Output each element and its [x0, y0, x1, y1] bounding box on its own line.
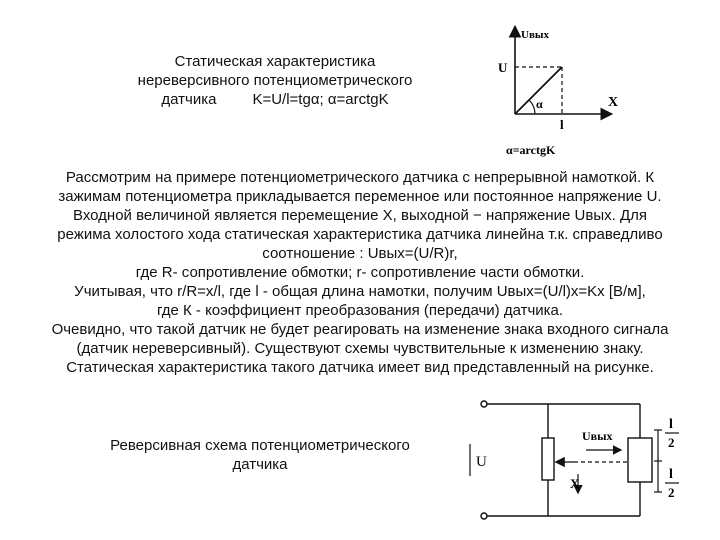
body-line: Учитывая, что r/R=x/l, где l - общая длина намотки, получим Uвых=(U/l)x=Kx [В/м], — [74, 283, 646, 300]
reversible-circuit-diagram — [462, 392, 702, 532]
source-label: U — [476, 454, 487, 470]
l-value-label: l — [560, 117, 564, 132]
angle-arc — [529, 100, 535, 114]
reversible-title-line-2: датчика — [232, 456, 288, 473]
body-line: где К - коэффициент преобразования (передачи) датчика. — [156, 302, 564, 319]
body-line: (датчик нереверсивный). Существуют схемы чувствительные к изменению знаку. — [76, 340, 644, 357]
body-line: режима холостого хода статическая характеристика датчика линейна т.к. справедливо — [57, 226, 663, 243]
body-line: зажимам потенциометра прикладывается переменное или постоянное напряжение U. — [58, 188, 662, 205]
body-line: соотношение : Uвых=(U/R)r, — [262, 245, 458, 262]
body-line: Статическая характеристика такого датчика имеет вид представленный на рисунке. — [66, 359, 654, 376]
output-label: Uвых — [582, 429, 613, 443]
title-line-3-word: датчика — [161, 91, 217, 108]
title-line-2: нереверсивного потенциометрического — [137, 72, 413, 89]
description-text — [14, 168, 706, 377]
title-line-3 — [110, 90, 440, 109]
static-characteristic-graph — [490, 22, 650, 162]
u-value-label: U — [498, 60, 508, 75]
half-top-numerator: l — [669, 417, 673, 432]
reversible-title-line-1: Реверсивная схема потенциометрического — [110, 437, 410, 454]
angle-label: α — [536, 97, 543, 111]
title-line-1: Статическая характеристика — [174, 53, 376, 70]
x-axis-label: X — [608, 95, 619, 110]
half-bottom-denominator: 2 — [668, 485, 675, 500]
body-line: Очевидно, что такой датчик не будет реагировать на изменение знака входного сигнала — [51, 321, 669, 338]
y-axis-label: Uвых — [521, 29, 549, 41]
terminal-bottom — [481, 513, 487, 519]
body-line: Рассмотрим на примере потенциометрического датчика с непрерывной намоткой. К — [65, 169, 655, 186]
title-formula: K=U/l=tgα; α=arctgK — [252, 91, 389, 108]
slide-title — [110, 52, 440, 109]
x-label: X — [570, 476, 580, 491]
terminal-top — [481, 401, 487, 407]
half-top-denominator: 2 — [668, 435, 675, 450]
half-bottom-numerator: l — [669, 467, 673, 482]
potentiometer-1 — [542, 438, 554, 480]
potentiometer-2 — [628, 438, 652, 482]
reversible-scheme-title — [90, 436, 430, 474]
body-line: Входной величиной является перемещение X, выходной − напряжение Uвых. Для — [72, 207, 648, 224]
body-line: где R- сопротивление обмотки; r- сопротивление части обмотки. — [135, 264, 585, 281]
arctg-formula: α=arctgK — [506, 143, 556, 157]
